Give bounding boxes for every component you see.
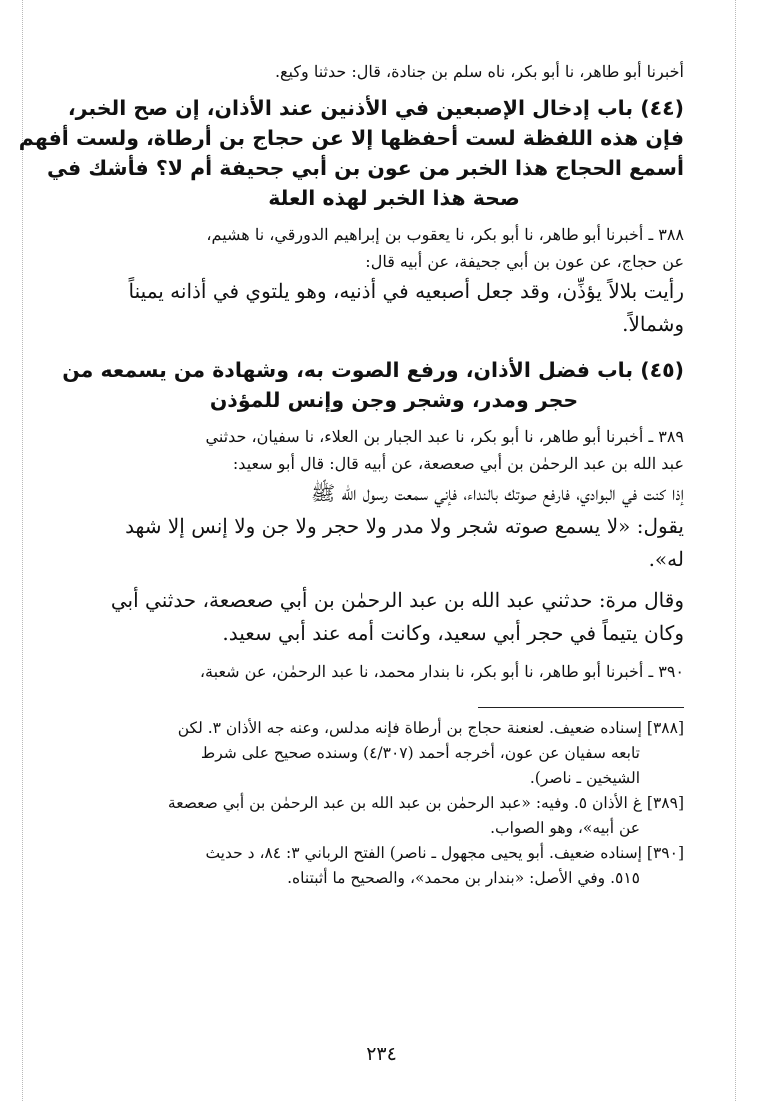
isnad-line: ٣٩٠ ـ أخبرنا أبو طاهر، نا أبو بكر، نا بندار محمد، نا عبد الرحمٰن، عن شعبة، <box>199 662 684 681</box>
heading-line: (٤٥) باب فضل الأذان، ورفع الصوت به، وشهادة من يسمعه من <box>62 358 684 382</box>
hadith-389 <box>104 423 684 650</box>
page-number: ٢٣٤ <box>366 1043 397 1065</box>
hadith-390 <box>104 658 684 685</box>
heading-line: فإن هذه اللفظة لست أحفظها إلا عن حجاج بن أرطاة، ولست أفهم <box>18 126 684 150</box>
isnad-line: عبد الله بن عبد الرحمٰن بن أبي صعصعة، عن أبيه قال: قال أبو سعيد: <box>232 454 684 473</box>
footnote-line: [٣٩٠] إسناده ضعيف. أبو يحيى مجهول ـ ناصر) الفتح الرباني ٣: ٨٤، د حديث <box>205 844 684 862</box>
footnote-line: ٥١٥. وفي الأصل: «بندار بن محمد»، والصحيح ما أثبتناه. <box>287 869 640 887</box>
matn-line: وقال مرة: حدثني عبد الله بن عبد الرحمٰن بن أبي صعصعة، حدثني أبي <box>110 588 684 612</box>
footnote-line: [٣٨٨] إسناده ضعيف. لعنعنة حجاج بن أرطاة فإنه مدلس، وعنه جه الأذان ٣. لكن <box>177 719 684 737</box>
chapter-44-heading <box>18 93 684 213</box>
isnad-line: عن حجاج، عن عون بن أبي جحيفة، عن أبيه قال: <box>365 252 684 271</box>
footnote-line: تابعه سفيان عن عون، أخرجه أحمد (٤/٣٠٧) وسنده صحيح على شرط <box>200 744 640 762</box>
matn-line: وكان يتيماً في حجر أبي سعيد، وكانت أمه عند أبي سعيد. <box>222 621 684 645</box>
matn-line: إذا كنت في البوادي، فارفع صوتك بالنداء، فإني سمعت رسول الله ﷺ <box>310 481 684 505</box>
matn-line: رأيت بلالاً يؤذِّن، وقد جعل أصبعيه في أذنيه، وهو يلتوي في أذانه يميناً <box>128 279 684 303</box>
footnote-388 <box>104 716 684 791</box>
footnote-389 <box>104 791 684 841</box>
heading-line: (٤٤) باب إدخال الإصبعين في الأذنين عند الأذان، إن صح الخبر، <box>67 96 684 120</box>
matn-line: وشمالاً. <box>622 312 684 336</box>
matn-line: يقول: «لا يسمع صوته شجر ولا مدر ولا حجر ولا جن ولا إنس إلا شهد <box>125 514 684 538</box>
top-line: أخبرنا أبو طاهر، نا أبو بكر، ناه سلم بن جنادة، قال: حدثنا وكيع. <box>274 62 684 81</box>
footnote-390 <box>104 841 684 891</box>
footnotes <box>104 716 684 891</box>
margin-rule-left <box>22 0 23 1101</box>
isnad-line: ٣٨٨ ـ أخبرنا أبو طاهر، نا أبو بكر، نا يعقوب بن إبراهيم الدورقي، نا هشيم، <box>206 225 684 244</box>
page-content <box>18 58 684 891</box>
heading-line: أسمع الحجاج هذا الخبر من عون بن أبي جحيفة أم لا؟ فأشك في <box>47 156 684 180</box>
margin-rule-right <box>735 0 736 1101</box>
matn-line: له». <box>648 547 684 571</box>
footnote-line: الشيخين ـ ناصر). <box>529 769 640 787</box>
heading-line: صحة هذا الخبر لهذه العلة <box>268 186 520 210</box>
footnote-line: عن أبيه»، وهو الصواب. <box>490 819 640 837</box>
isnad-line: ٣٨٩ ـ أخبرنا أبو طاهر، نا أبو بكر، نا عبد الجبار بن العلاء، نا سفيان، حدثني <box>205 427 684 446</box>
heading-line: حجر ومدر، وشجر وجن وإنس للمؤذن <box>209 388 579 412</box>
chapter-45-heading <box>62 355 684 415</box>
hadith-388 <box>104 221 684 341</box>
footnote-line: [٣٨٩] غ الأذان ٥. وفيه: «عبد الرحمٰن بن عبد الله بن عبد الرحمٰن بن أبي صعصعة <box>167 794 684 812</box>
